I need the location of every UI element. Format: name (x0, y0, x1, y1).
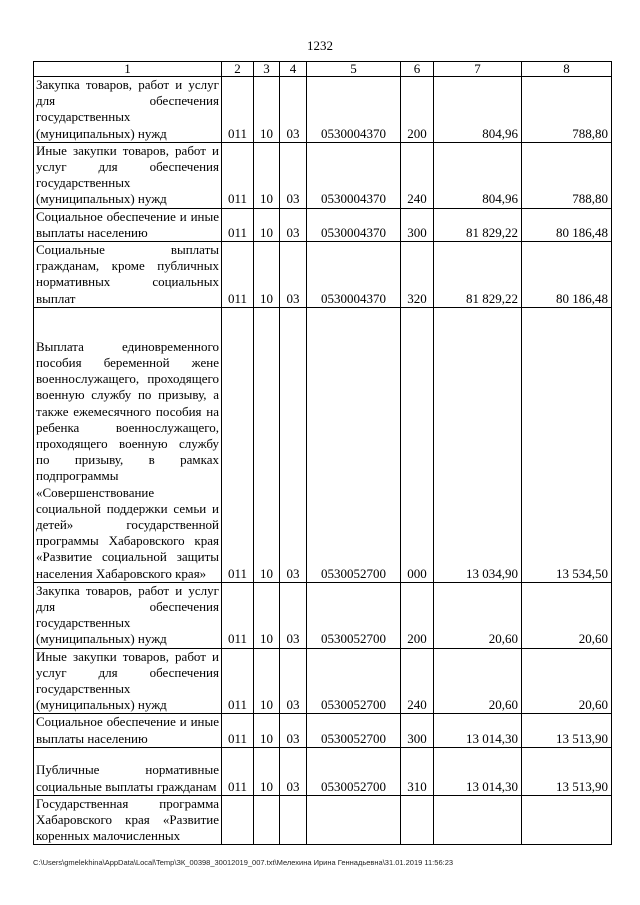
header-cell: 3 (254, 62, 280, 77)
target-article-cell: 0530052700 (307, 747, 401, 795)
table-row (34, 747, 612, 795)
table-row (34, 208, 612, 241)
expense-type-cell (401, 795, 434, 845)
header-cell: 2 (222, 62, 254, 77)
target-article-cell: 0530004370 (307, 77, 401, 143)
amount-year1-cell: 81 829,22 (434, 242, 522, 308)
amount-year2-cell: 20,60 (522, 648, 612, 714)
section-cell: 10 (254, 208, 280, 241)
section-cell: 10 (254, 142, 280, 208)
budget-table (33, 61, 612, 845)
expense-type-cell: 300 (401, 208, 434, 241)
gr-code-cell (222, 795, 254, 845)
subsection-cell (280, 795, 307, 845)
amount-year1-cell (434, 795, 522, 845)
amount-year2-cell: 13 534,50 (522, 307, 612, 582)
gr-code-cell: 011 (222, 208, 254, 241)
gr-code-cell: 011 (222, 648, 254, 714)
header-cell: 1 (34, 62, 222, 77)
expense-type-cell: 000 (401, 307, 434, 582)
amount-year2-cell: 20,60 (522, 582, 612, 648)
amount-year1-cell: 20,60 (434, 582, 522, 648)
amount-year2-cell (522, 795, 612, 845)
target-article-cell: 0530004370 (307, 242, 401, 308)
section-cell: 10 (254, 582, 280, 648)
header-cell: 8 (522, 62, 612, 77)
header-cell: 4 (280, 62, 307, 77)
section-cell: 10 (254, 77, 280, 143)
target-article-cell (307, 795, 401, 845)
amount-year1-cell: 13 014,30 (434, 747, 522, 795)
subsection-cell: 03 (280, 648, 307, 714)
gr-code-cell: 011 (222, 307, 254, 582)
row-name-cell: Публичные нормативные социальные выплаты гражданам (34, 747, 222, 795)
section-cell: 10 (254, 648, 280, 714)
amount-year2-cell: 80 186,48 (522, 208, 612, 241)
gr-code-cell: 011 (222, 747, 254, 795)
table-row (34, 142, 612, 208)
expense-type-cell: 320 (401, 242, 434, 308)
row-name-cell: Иные закупки товаров, работ и услуг для обеспечения государственных (муниципальных) нужд (34, 142, 222, 208)
table-row (34, 795, 612, 845)
row-name-cell: Социальное обеспечение и иные выплаты населению (34, 208, 222, 241)
target-article-cell: 0530052700 (307, 582, 401, 648)
amount-year2-cell: 13 513,90 (522, 747, 612, 795)
amount-year2-cell: 788,80 (522, 77, 612, 143)
subsection-cell: 03 (280, 208, 307, 241)
amount-year1-cell: 81 829,22 (434, 208, 522, 241)
row-name-cell: Выплата единовременного пособия беременной жене военнослужащего, проходящего военную службу по призыву, а также ежемесячного пособия на ребенка военнослужащего, проходящего военную службу по призыву, в рамках подпрограммы «Совершенствование социальной поддержки семьи и детей» государственной программы Хабаровского края «Развитие социальной защиты населения Хабаровского края» (34, 307, 222, 582)
amount-year2-cell: 788,80 (522, 142, 612, 208)
subsection-cell: 03 (280, 747, 307, 795)
section-cell (254, 795, 280, 845)
section-cell: 10 (254, 307, 280, 582)
gr-code-cell: 011 (222, 242, 254, 308)
target-article-cell: 0530052700 (307, 714, 401, 747)
target-article-cell: 0530004370 (307, 142, 401, 208)
amount-year1-cell: 804,96 (434, 77, 522, 143)
subsection-cell: 03 (280, 142, 307, 208)
row-name-cell: Иные закупки товаров, работ и услуг для обеспечения государственных (муниципальных) нужд (34, 648, 222, 714)
amount-year1-cell: 804,96 (434, 142, 522, 208)
header-cell: 5 (307, 62, 401, 77)
table-row (34, 242, 612, 308)
header-cell: 7 (434, 62, 522, 77)
row-name-cell: Закупка товаров, работ и услуг для обеспечения государственных (муниципальных) нужд (34, 582, 222, 648)
footer-file-path: C:\Users\gmelekhina\AppData\Local\Temp\ЗК_00398_30012019_007.txt\Мелехина Ирина Геннадьевна\31.01.2019 11:56:23 (33, 858, 454, 867)
section-cell: 10 (254, 714, 280, 747)
row-name-cell: Государственная программа Хабаровского края «Развитие коренных малочисленных (34, 795, 222, 845)
table-row (34, 77, 612, 143)
expense-type-cell: 200 (401, 77, 434, 143)
expense-type-cell: 300 (401, 714, 434, 747)
expense-type-cell: 310 (401, 747, 434, 795)
expense-type-cell: 200 (401, 582, 434, 648)
subsection-cell: 03 (280, 714, 307, 747)
amount-year1-cell: 13 034,90 (434, 307, 522, 582)
gr-code-cell: 011 (222, 142, 254, 208)
row-name-cell: Социальное обеспечение и иные выплаты населению (34, 714, 222, 747)
target-article-cell: 0530004370 (307, 208, 401, 241)
row-name-cell: Социальные выплаты гражданам, кроме публичных нормативных социальных выплат (34, 242, 222, 308)
amount-year1-cell: 13 014,30 (434, 714, 522, 747)
subsection-cell: 03 (280, 77, 307, 143)
section-cell: 10 (254, 747, 280, 795)
table-row (34, 307, 612, 582)
expense-type-cell: 240 (401, 648, 434, 714)
header-row (34, 62, 612, 77)
table-body (34, 77, 612, 845)
row-name-cell: Закупка товаров, работ и услуг для обеспечения государственных (муниципальных) нужд (34, 77, 222, 143)
section-cell: 10 (254, 242, 280, 308)
gr-code-cell: 011 (222, 77, 254, 143)
gr-code-cell: 011 (222, 582, 254, 648)
gr-code-cell: 011 (222, 714, 254, 747)
subsection-cell: 03 (280, 307, 307, 582)
target-article-cell: 0530052700 (307, 648, 401, 714)
subsection-cell: 03 (280, 582, 307, 648)
subsection-cell: 03 (280, 242, 307, 308)
target-article-cell: 0530052700 (307, 307, 401, 582)
header-cell: 6 (401, 62, 434, 77)
amount-year2-cell: 13 513,90 (522, 714, 612, 747)
expense-type-cell: 240 (401, 142, 434, 208)
table-row (34, 582, 612, 648)
table-row (34, 648, 612, 714)
amount-year1-cell: 20,60 (434, 648, 522, 714)
table-row (34, 714, 612, 747)
amount-year2-cell: 80 186,48 (522, 242, 612, 308)
page-number: 1232 (307, 38, 333, 53)
